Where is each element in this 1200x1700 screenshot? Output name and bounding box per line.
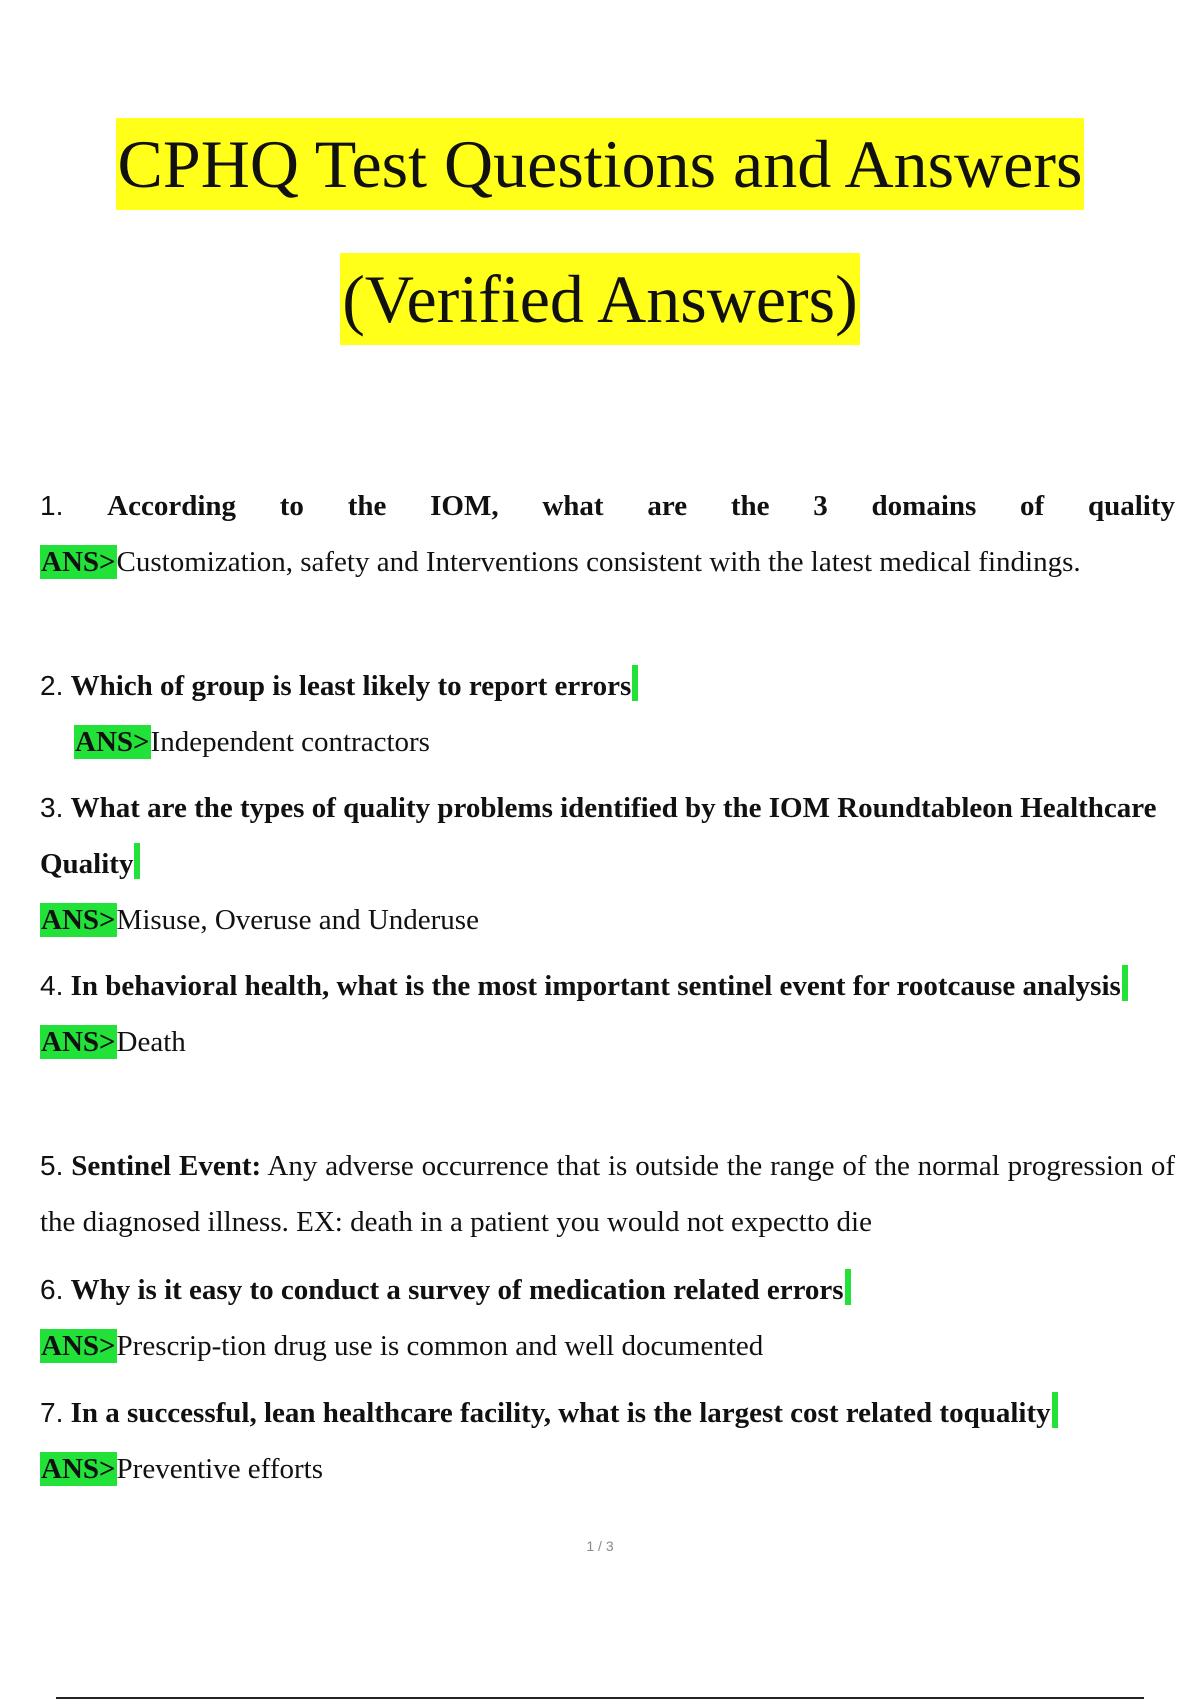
answer-7 xyxy=(40,1441,1175,1497)
question-number: 3. xyxy=(40,792,64,823)
highlight-marker xyxy=(1052,1392,1058,1428)
qa-item-2 xyxy=(40,658,1175,770)
question-text: In a successful, lean healthcare facility, what is the largest cost related toquality xyxy=(70,1397,1051,1429)
definition-text: Any adverse occurrence that is outside the range of the normal progression of the diagnosed illness. EX: death in a patient you would not expectto die xyxy=(40,1150,1175,1238)
question-number: 6. xyxy=(40,1274,64,1305)
question-6 xyxy=(40,1262,1175,1318)
answer-label: ANS> xyxy=(41,1453,116,1485)
question-1 xyxy=(40,478,1175,534)
answer-label: ANS> xyxy=(41,1330,116,1362)
answer-text: Independent contractors xyxy=(150,726,430,758)
document-title-line-1: CPHQ Test Questions and Answers xyxy=(116,118,1085,210)
question-text: In behavioral health, what is the most important sentinel event for rootcause analysis xyxy=(70,970,1121,1002)
answer-text: Death xyxy=(116,1026,186,1058)
qa-item-1 xyxy=(40,478,1175,590)
answer-label: ANS> xyxy=(41,904,116,936)
answer-1 xyxy=(40,534,1175,590)
bottom-divider xyxy=(56,1697,1144,1699)
answer-text: Misuse, Overuse and Underuse xyxy=(116,904,479,936)
highlight-marker xyxy=(632,665,638,701)
definition-term: Sentinel Event: xyxy=(71,1150,262,1182)
question-number: 2. xyxy=(40,670,64,701)
answer-label: ANS> xyxy=(41,546,116,578)
title-line-2-wrap xyxy=(0,253,1200,345)
question-3 xyxy=(40,780,1175,892)
highlight-marker xyxy=(1122,965,1128,1001)
question-number: 4. xyxy=(40,970,64,1001)
answer-3 xyxy=(40,892,1175,948)
question-number: 5. xyxy=(40,1150,64,1181)
qa-item-3 xyxy=(40,780,1175,948)
answer-label: ANS> xyxy=(41,1026,116,1058)
document-title-line-2: (Verified Answers) xyxy=(340,253,860,345)
question-7 xyxy=(40,1385,1175,1441)
answer-4 xyxy=(40,1014,1175,1070)
question-text: What are the types of quality problems identified by the IOM Roundtableon Healthcare Quality xyxy=(40,792,1157,880)
title-line-1-wrap xyxy=(0,118,1200,210)
highlight-marker xyxy=(845,1269,851,1305)
answer-text: Customization, safety and Interventions consistent with the latest medical findings. xyxy=(116,546,1081,578)
qa-item-7 xyxy=(40,1385,1175,1497)
question-text: According to the IOM, what are the 3 domains of quality xyxy=(107,490,1176,522)
question-number: 1. xyxy=(40,490,64,521)
page-indicator: 1 / 3 xyxy=(586,1538,614,1554)
question-text: Why is it easy to conduct a survey of medication related errors xyxy=(70,1274,844,1306)
answer-6 xyxy=(40,1318,1175,1374)
answer-text: Prescrip-tion drug use is common and well documented xyxy=(116,1330,764,1362)
answer-text: Preventive efforts xyxy=(116,1453,323,1485)
qa-item-4 xyxy=(40,958,1175,1070)
question-text: Which of group is least likely to report errors xyxy=(70,670,632,702)
question-number: 7. xyxy=(40,1397,64,1428)
qa-item-6 xyxy=(40,1262,1175,1374)
question-4 xyxy=(40,958,1175,1014)
qa-item-5 xyxy=(40,1138,1175,1250)
question-2 xyxy=(40,658,1175,714)
answer-2 xyxy=(40,714,1175,770)
answer-label: ANS> xyxy=(75,726,150,758)
highlight-marker xyxy=(134,843,140,879)
